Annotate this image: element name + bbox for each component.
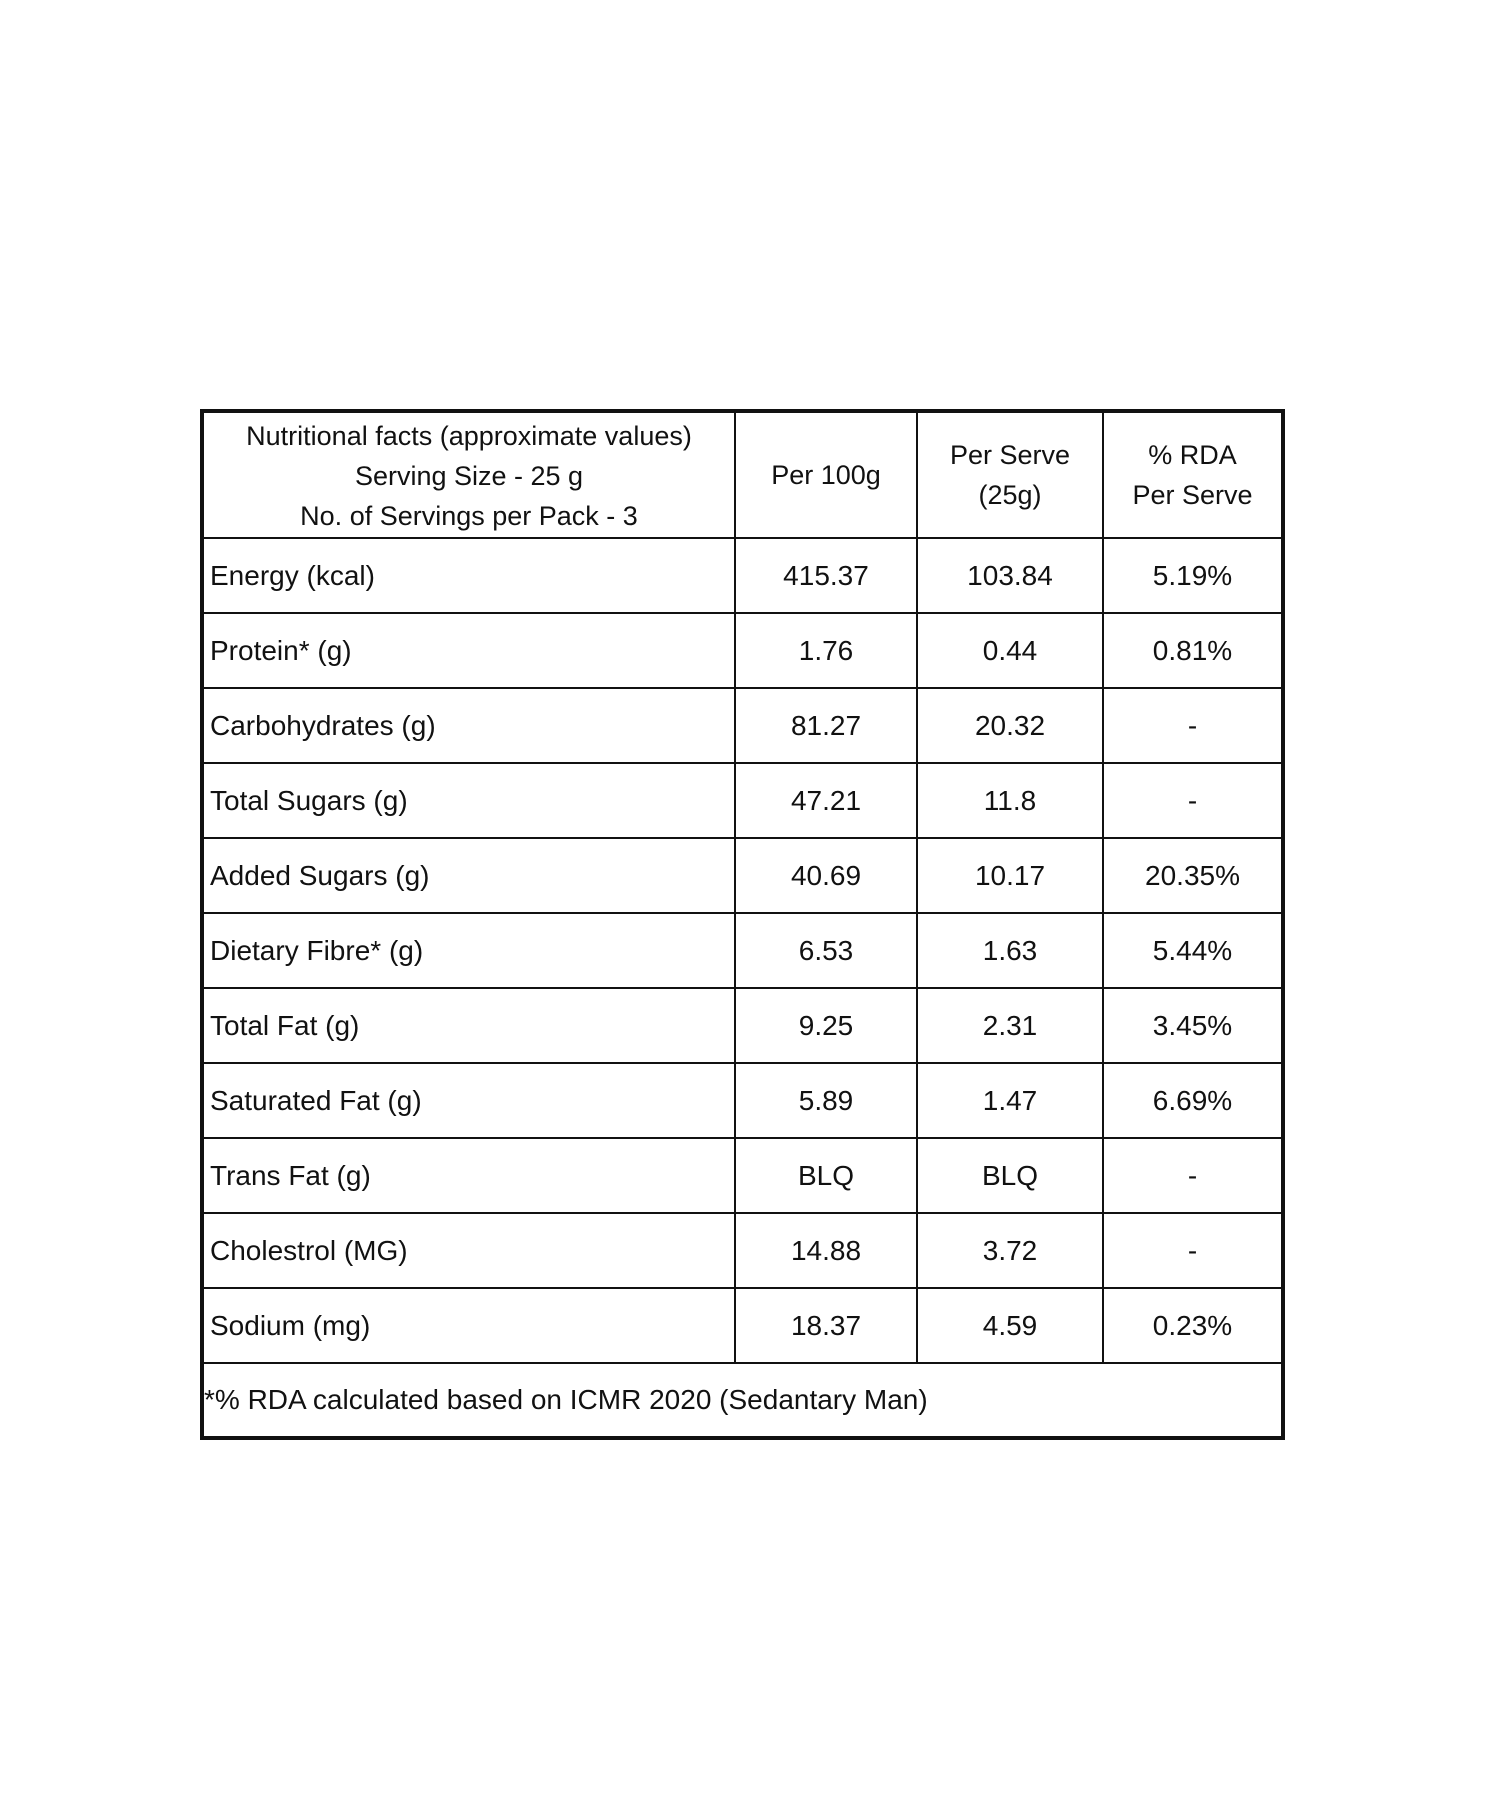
value-per-serve: 2.31 (917, 988, 1103, 1063)
header-serving-size: Serving Size - 25 g (354, 461, 584, 491)
table-row (202, 913, 1283, 988)
value-per-serve: 4.59 (917, 1288, 1103, 1363)
nutrient-name: Carbohydrates (g) (202, 688, 735, 763)
table-header-row (202, 411, 1283, 538)
table-row (202, 1063, 1283, 1138)
value-rda: 0.81% (1103, 613, 1283, 688)
nutrient-name: Trans Fat (g) (202, 1138, 735, 1213)
header-rda (1103, 411, 1283, 538)
header-nutrition-info (202, 411, 735, 538)
value-per-serve: 3.72 (917, 1213, 1103, 1288)
value-rda: 5.44% (1103, 913, 1283, 988)
value-per-serve: 103.84 (917, 538, 1103, 613)
table-row (202, 763, 1283, 838)
table-row (202, 538, 1283, 613)
nutrient-name: Energy (kcal) (202, 538, 735, 613)
value-per-serve: BLQ (917, 1138, 1103, 1213)
value-rda: 5.19% (1103, 538, 1283, 613)
value-rda: 20.35% (1103, 838, 1283, 913)
nutrient-name: Saturated Fat (g) (202, 1063, 735, 1138)
value-per-100g: 81.27 (735, 688, 917, 763)
value-per-serve: 20.32 (917, 688, 1103, 763)
nutrient-name: Cholestrol (MG) (202, 1213, 735, 1288)
value-per-100g: 5.89 (735, 1063, 917, 1138)
value-per-100g: 14.88 (735, 1213, 917, 1288)
nutrition-facts-table (200, 409, 1285, 1440)
footnote-row (202, 1363, 1283, 1438)
value-per-100g: 47.21 (735, 763, 917, 838)
value-per-100g: 18.37 (735, 1288, 917, 1363)
table-row (202, 613, 1283, 688)
value-rda: - (1103, 1138, 1283, 1213)
header-rda-label: % RDA (1148, 440, 1237, 470)
value-rda: 3.45% (1103, 988, 1283, 1063)
value-per-serve: 10.17 (917, 838, 1103, 913)
header-info-title: Nutritional facts (approximate values) (246, 421, 692, 451)
header-servings-per-pack: No. of Servings per Pack - 3 (300, 501, 638, 531)
table-row (202, 838, 1283, 913)
value-per-serve: 1.47 (917, 1063, 1103, 1138)
nutrition-table-wrapper (200, 409, 1285, 1440)
value-per-100g: 9.25 (735, 988, 917, 1063)
nutrient-name: Dietary Fibre* (g) (202, 913, 735, 988)
rda-footnote: *% RDA calculated based on ICMR 2020 (Sedantary Man) (202, 1363, 1283, 1438)
value-per-100g: 415.37 (735, 538, 917, 613)
value-per-serve: 0.44 (917, 613, 1103, 688)
table-row (202, 988, 1283, 1063)
value-rda: 0.23% (1103, 1288, 1283, 1363)
nutrient-name: Protein* (g) (202, 613, 735, 688)
value-per-100g: 40.69 (735, 838, 917, 913)
value-per-100g: BLQ (735, 1138, 917, 1213)
header-per-serve-label: Per Serve (949, 440, 1071, 470)
header-rda-sublabel: Per Serve (1132, 480, 1253, 510)
value-per-100g: 6.53 (735, 913, 917, 988)
value-rda: - (1103, 763, 1283, 838)
header-per-100g: Per 100g (735, 411, 917, 538)
value-per-serve: 11.8 (917, 763, 1103, 838)
nutrient-name: Total Sugars (g) (202, 763, 735, 838)
nutrient-name: Sodium (mg) (202, 1288, 735, 1363)
value-rda: - (1103, 688, 1283, 763)
value-per-100g: 1.76 (735, 613, 917, 688)
header-per-serve (917, 411, 1103, 538)
table-row (202, 688, 1283, 763)
nutrient-name: Total Fat (g) (202, 988, 735, 1063)
value-rda: 6.69% (1103, 1063, 1283, 1138)
header-per-serve-amount: (25g) (978, 480, 1042, 510)
table-row (202, 1138, 1283, 1213)
nutrient-name: Added Sugars (g) (202, 838, 735, 913)
value-per-serve: 1.63 (917, 913, 1103, 988)
table-row (202, 1213, 1283, 1288)
value-rda: - (1103, 1213, 1283, 1288)
table-row (202, 1288, 1283, 1363)
